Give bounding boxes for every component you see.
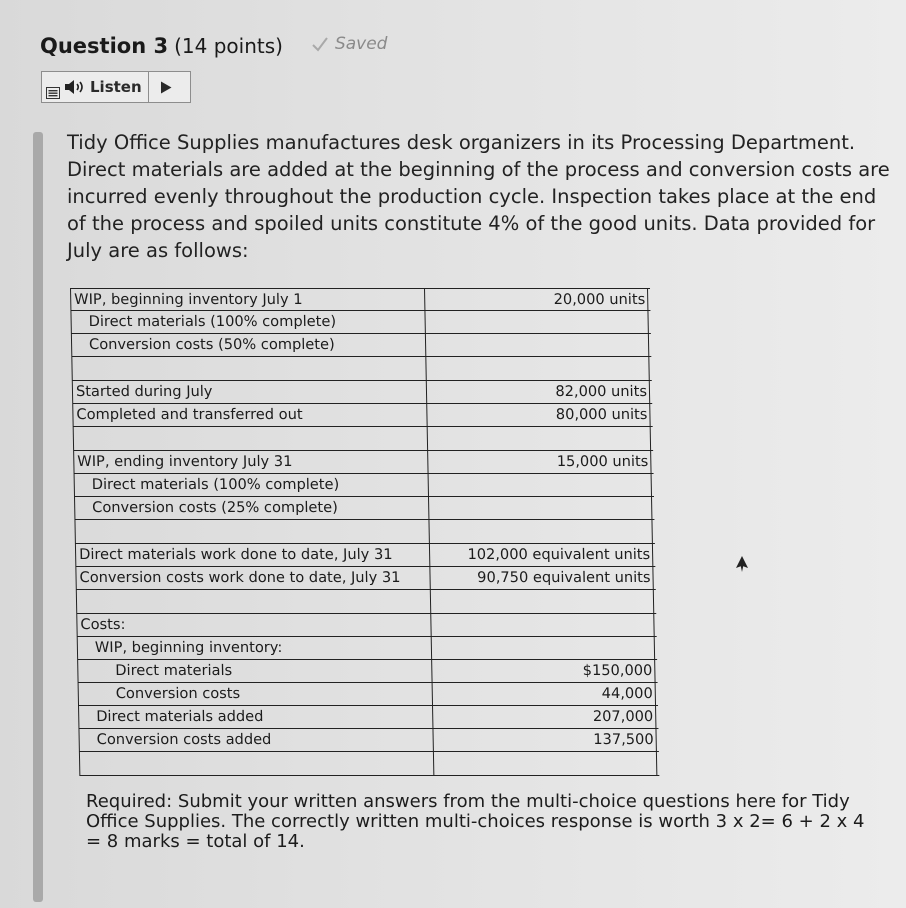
table-row-label [76, 590, 431, 613]
table-row-label: Conversion costs [78, 683, 433, 705]
table-row-value: 20,000 units [425, 289, 648, 310]
question-intro-text: Tidy Office Supplies manufactures desk organizers in its Processing Department. Direct materials are added at the beginning of the process and conversion costs are incurred evenly throughout the production cycle. Inspection takes place at the end of the process and spoiled units constitute 4% of the good units. Data provided for July are as follows: [67, 131, 890, 262]
table-row-value [429, 497, 652, 519]
table-row [70, 311, 650, 334]
table-row [76, 590, 656, 614]
july-data-table [70, 288, 659, 776]
question-left-rule [33, 132, 43, 902]
listen-label: Listen [90, 78, 142, 96]
table-row-label [73, 427, 428, 450]
question-points: (14 points) [174, 34, 283, 58]
table-row-label: Direct materials [77, 660, 432, 682]
table-row-value: 44,000 [433, 683, 656, 705]
table-row [72, 381, 652, 404]
table-row-value: 90,750 equivalent units [430, 567, 653, 589]
table-row-value: 102,000 equivalent units [430, 544, 653, 566]
table-row-value [432, 637, 655, 659]
question-header [40, 34, 387, 58]
table-row [79, 752, 659, 776]
table-row-label [74, 520, 429, 543]
table-row-value: 80,000 units [427, 404, 650, 426]
table-row [73, 427, 653, 451]
table-row [78, 706, 658, 729]
question-title: Question 3 [40, 34, 169, 58]
table-row-label: WIP, beginning inventory July 1 [70, 289, 425, 310]
required-instructions: Required: Submit your written answers from the multi-choice questions here for Tidy Office Supplies. The correctly written multi-choices response is worth 3 x 2= 6 + 2 x 4 = 8 marks = total of 14. [86, 791, 865, 852]
check-icon [311, 35, 329, 53]
table-row [71, 334, 651, 357]
table-row-label: Completed and transferred out [72, 404, 427, 426]
listen-toolbar [41, 71, 191, 103]
table-row-value [428, 427, 651, 450]
table-row-value: $150,000 [432, 660, 655, 682]
table-row-label: Conversion costs work done to date, July 31 [75, 567, 430, 589]
table-row [71, 357, 651, 381]
table-row-label: Started during July [72, 381, 427, 403]
table-row-value [429, 520, 652, 543]
listen-button[interactable] [60, 72, 149, 102]
table-row-value: 137,500 [433, 729, 656, 751]
table-row-label: Direct materials work done to date, July 31 [75, 544, 430, 566]
table-row-label: Conversion costs (50% complete) [71, 334, 426, 356]
table-row-value [426, 334, 649, 356]
saved-status [311, 34, 388, 54]
table-row [70, 288, 650, 311]
table-row-value [429, 474, 652, 496]
saved-label: Saved [334, 34, 388, 54]
table-row [77, 660, 657, 683]
table-row-label: Direct materials added [78, 706, 433, 728]
table-row-value [431, 614, 654, 636]
play-icon [160, 81, 172, 94]
table-row [76, 614, 656, 637]
table-row-value: 207,000 [433, 706, 656, 728]
table-row-label [71, 357, 426, 380]
table-row-label: WIP, ending inventory July 31 [73, 451, 428, 473]
table-row-label: Direct materials (100% complete) [70, 311, 425, 333]
table-row-label: WIP, beginning inventory: [77, 637, 432, 659]
table-row-value: 15,000 units [428, 451, 651, 473]
table-row-value [425, 311, 648, 333]
table-row-value [434, 752, 657, 775]
table-row-label: Costs: [76, 614, 431, 636]
menu-icon[interactable] [46, 87, 60, 99]
table-row [74, 520, 654, 544]
table-row-value: 82,000 units [427, 381, 650, 403]
table-row [75, 544, 655, 567]
play-button[interactable] [149, 72, 183, 102]
table-row-label: Direct materials (100% complete) [74, 474, 429, 496]
table-row [77, 637, 657, 660]
table-row [78, 729, 658, 752]
table-row [74, 474, 654, 497]
table-row-value [431, 590, 654, 613]
cursor-icon [735, 556, 749, 572]
table-row-label: Conversion costs (25% complete) [74, 497, 429, 519]
table-row-label [79, 752, 434, 775]
table-row [78, 683, 658, 706]
table-row [75, 567, 655, 590]
table-row-label: Conversion costs added [78, 729, 433, 751]
table-row [74, 497, 654, 520]
speaker-icon [64, 79, 86, 95]
table-row [73, 451, 653, 474]
table-row-value [426, 357, 649, 380]
table-row [72, 404, 652, 427]
